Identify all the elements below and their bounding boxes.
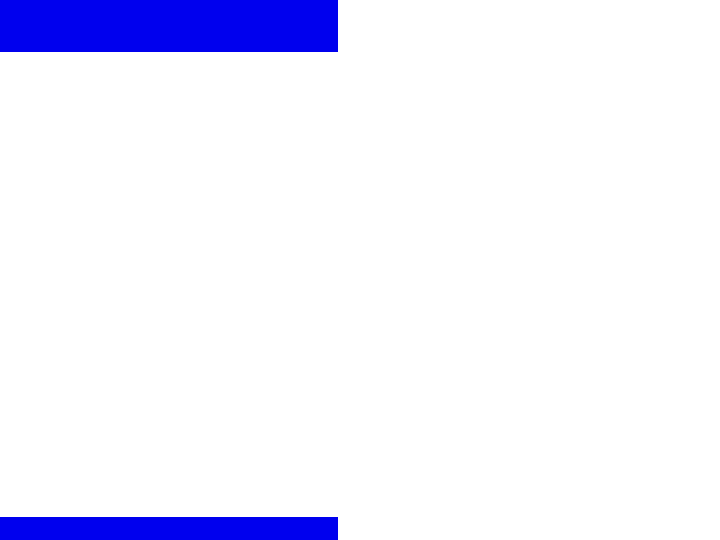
slide-panel [0, 0, 338, 540]
footer-bar [0, 517, 338, 540]
header-bar [0, 0, 338, 52]
statistics-document [338, 0, 720, 540]
